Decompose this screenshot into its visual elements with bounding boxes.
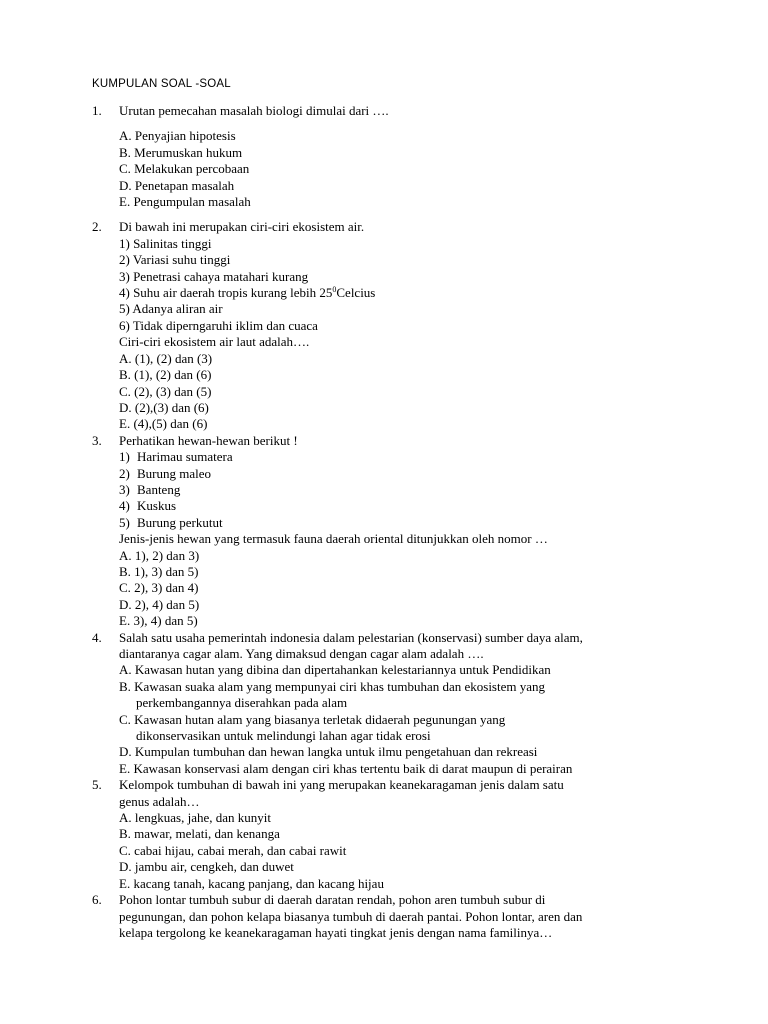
question-prompt: Jenis-jenis hewan yang termasuk fauna daerah oriental ditunjukkan oleh nomor …: [119, 531, 548, 547]
option-a: A. Kawasan hutan yang dibina dan dipertahankan kelestariannya untuk Pendidikan: [119, 662, 551, 678]
option-e: E. 3), 4) dan 5): [119, 613, 198, 629]
option-d: D. jambu air, cengkeh, dan duwet: [119, 859, 294, 875]
option-b: B. 1), 3) dan 5): [119, 563, 199, 579]
option-a: A. lengkuas, jahe, dan kunyit: [119, 810, 271, 826]
question-stem: Urutan pemecahan masalah biologi dimulai dari ….: [119, 103, 389, 118]
animal-item-2: [119, 466, 692, 482]
degree-superscript: 0: [332, 285, 337, 295]
item-text: Harimau sumatera: [137, 449, 233, 465]
animal-item-5: [119, 515, 692, 531]
statement-6: 6) Tidak diperngaruhi iklim dan cuaca: [119, 317, 318, 333]
animal-item-3: [119, 482, 692, 498]
item-text: Kuskus: [137, 498, 177, 514]
question-text-line-3: kelapa tergolong ke keanekaragaman hayati tingkat jenis dengan nama familinya…: [119, 924, 553, 940]
question-2: [92, 219, 692, 432]
item-number: 2): [119, 465, 130, 481]
question-prompt: Ciri-ciri ekosistem air laut adalah….: [119, 334, 310, 350]
question-number: 3.: [92, 432, 102, 448]
item-number: 1): [119, 449, 130, 465]
question-4: [92, 630, 692, 778]
option-e: E. kacang tanah, kacang panjang, dan kacang hijau: [119, 875, 384, 891]
option-e: E. (4),(5) dan (6): [119, 416, 208, 432]
option-b: B. Merumuskan hukum: [119, 144, 243, 160]
option-b-continued: perkembangannya diserahkan pada alam: [136, 695, 348, 711]
question-number: 5.: [92, 777, 102, 793]
question-text-line-2: pegunungan, dan pohon kelapa biasanya tumbuh di daerah pantai. Pohon lontar, aren dan: [119, 908, 583, 924]
option-c-continued: dikonservasikan untuk melindungi lahan agar tidak erosi: [136, 728, 431, 744]
option-b: B. (1), (2) dan (6): [119, 367, 212, 383]
item-number: 5): [119, 514, 130, 530]
temperature-unit: Celcius: [336, 285, 376, 301]
item-text: Burung perkutut: [137, 514, 223, 530]
item-number: 3): [119, 481, 130, 497]
document-heading: KUMPULAN SOAL -SOAL: [92, 78, 231, 90]
option-c: C. cabai hijau, cabai merah, dan cabai rawit: [119, 842, 347, 858]
question-list: [92, 103, 692, 941]
item-text: Banteng: [137, 481, 181, 497]
statement-4-text: 4) Suhu air daerah tropis kurang lebih: [119, 285, 320, 301]
option-d: D. Penetapan masalah: [119, 177, 235, 193]
item-text: Burung maleo: [137, 465, 212, 481]
question-number: 6.: [92, 892, 102, 908]
question-number: 1.: [92, 103, 102, 118]
option-c: C. (2), (3) dan (5): [119, 383, 212, 399]
option-a: A. (1), (2) dan (3): [119, 350, 213, 366]
option-b: B. Kawasan suaka alam yang mempunyai ciri khas tumbuhan dan ekosistem yang: [119, 678, 546, 694]
question-5: [92, 777, 692, 892]
option-c: C. Melakukan percobaan: [119, 161, 250, 177]
question-stem: Di bawah ini merupakan ciri-ciri ekosistem air.: [119, 219, 365, 235]
item-number: 4): [119, 498, 130, 514]
option-b: B. mawar, melati, dan kenanga: [119, 826, 280, 842]
temperature-value: 25: [319, 285, 333, 301]
option-a: A. Penyajian hipotesis: [119, 128, 236, 144]
question-stem-line-1: Salah satu usaha pemerintah indonesia dalam pelestarian (konservasi) sumber daya alam,: [119, 629, 583, 645]
option-e: E. Pengumpulan masalah: [119, 194, 251, 210]
animal-item-4: [119, 498, 692, 514]
question-6: [92, 892, 692, 941]
question-1: [92, 103, 692, 210]
option-d: D. 2), 4) dan 5): [119, 596, 200, 612]
animal-item-1: [119, 449, 692, 465]
question-stem-line-2: genus adalah…: [119, 793, 200, 809]
spacer: [92, 210, 692, 219]
question-3: [92, 433, 692, 630]
question-text-line-1: Pohon lontar tumbuh subur di daerah daratan rendah, pohon aren tumbuh subur di: [119, 892, 546, 908]
option-d: D. Kumpulan tumbuhan dan hewan langka untuk ilmu pengetahuan dan rekreasi: [119, 744, 538, 760]
statement-4: [119, 285, 692, 301]
statement-1: 1) Salinitas tinggi: [119, 235, 212, 251]
statement-2: 2) Variasi suhu tinggi: [119, 252, 231, 268]
option-d: D. (2),(3) dan (6): [119, 399, 209, 415]
question-stem: Perhatikan hewan-hewan berikut !: [119, 432, 298, 448]
spacer: [119, 119, 692, 128]
option-a: A. 1), 2) dan 3): [119, 547, 200, 563]
question-stem-line-1: Kelompok tumbuhan di bawah ini yang merupakan keanekaragaman jenis dalam satu: [119, 777, 564, 793]
question-number: 2.: [92, 219, 102, 235]
statement-5: 5) Adanya aliran air: [119, 301, 223, 317]
question-stem-line-2: diantaranya cagar alam. Yang dimaksud dengan cagar alam adalah ….: [119, 646, 484, 661]
option-e: E. Kawasan konservasi alam dengan ciri khas tertentu baik di darat maupun di perairan: [119, 760, 573, 776]
statement-3: 3) Penetrasi cahaya matahari kurang: [119, 268, 309, 284]
option-c: C. 2), 3) dan 4): [119, 580, 199, 596]
option-c: C. Kawasan hutan alam yang biasanya terletak didaerah pegunungan yang: [119, 711, 506, 727]
question-number: 4.: [92, 629, 102, 645]
